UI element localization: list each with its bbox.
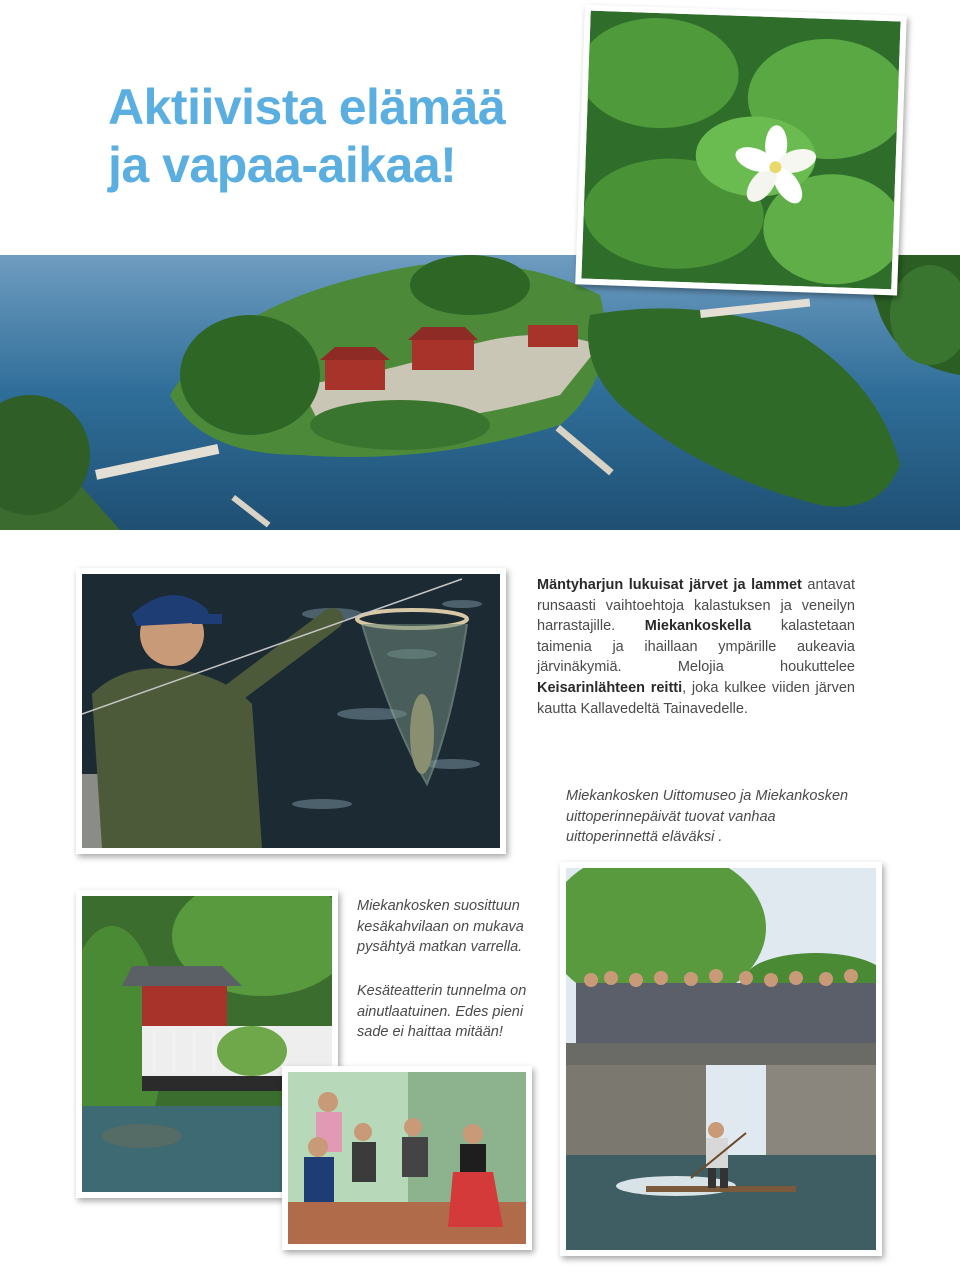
intro-text-3: , joka kulkee viiden järven kautta Kallavedeltä Tainavedelle.: [537, 679, 855, 717]
title-line-1: Aktiivista elämää: [108, 79, 506, 135]
page-title: [108, 78, 505, 194]
fisherman-photo: [76, 568, 506, 854]
intro-text-2: kalastetaan taimenia ja ihaillaan ympärille aukeavia järvinäkymiä. Melojia houkuttelee: [537, 618, 855, 676]
intro-text: [537, 575, 855, 719]
intro-bold-miekankoski: Miekankoskella: [644, 618, 752, 635]
flower-photo: [575, 4, 907, 295]
intro-bold-route: Keisarinlähteen reitti: [537, 679, 683, 696]
intro-text-1: antavat runsaasti vaihtoehtoja kalastuksen ja veneilyn harrastajille.: [537, 577, 855, 635]
museum-caption: Miekankosken Uittomuseo ja Miekankosken uittoperinnepäivät tuovat vanhaa uittoperinnettä eläväksi .: [566, 788, 849, 845]
title-line-2: ja vapaa-aikaa!: [108, 137, 457, 193]
theatre-photo: [282, 1066, 532, 1250]
log-driving-photo: [560, 862, 882, 1256]
theatre-caption: Kesäteatterin tunnelma on ainutlaatuinen. Edes pieni sade ei haittaa mitään!: [357, 983, 527, 1040]
cafe-caption: Miekankosken suosittuun kesäkahvilaan on mukava pysähtyä matkan varrella.: [357, 898, 524, 955]
intro-bold-lakes: Mäntyharjun lukuisat järvet ja lammet: [537, 577, 802, 593]
aerial-lake-photo: [0, 255, 960, 530]
